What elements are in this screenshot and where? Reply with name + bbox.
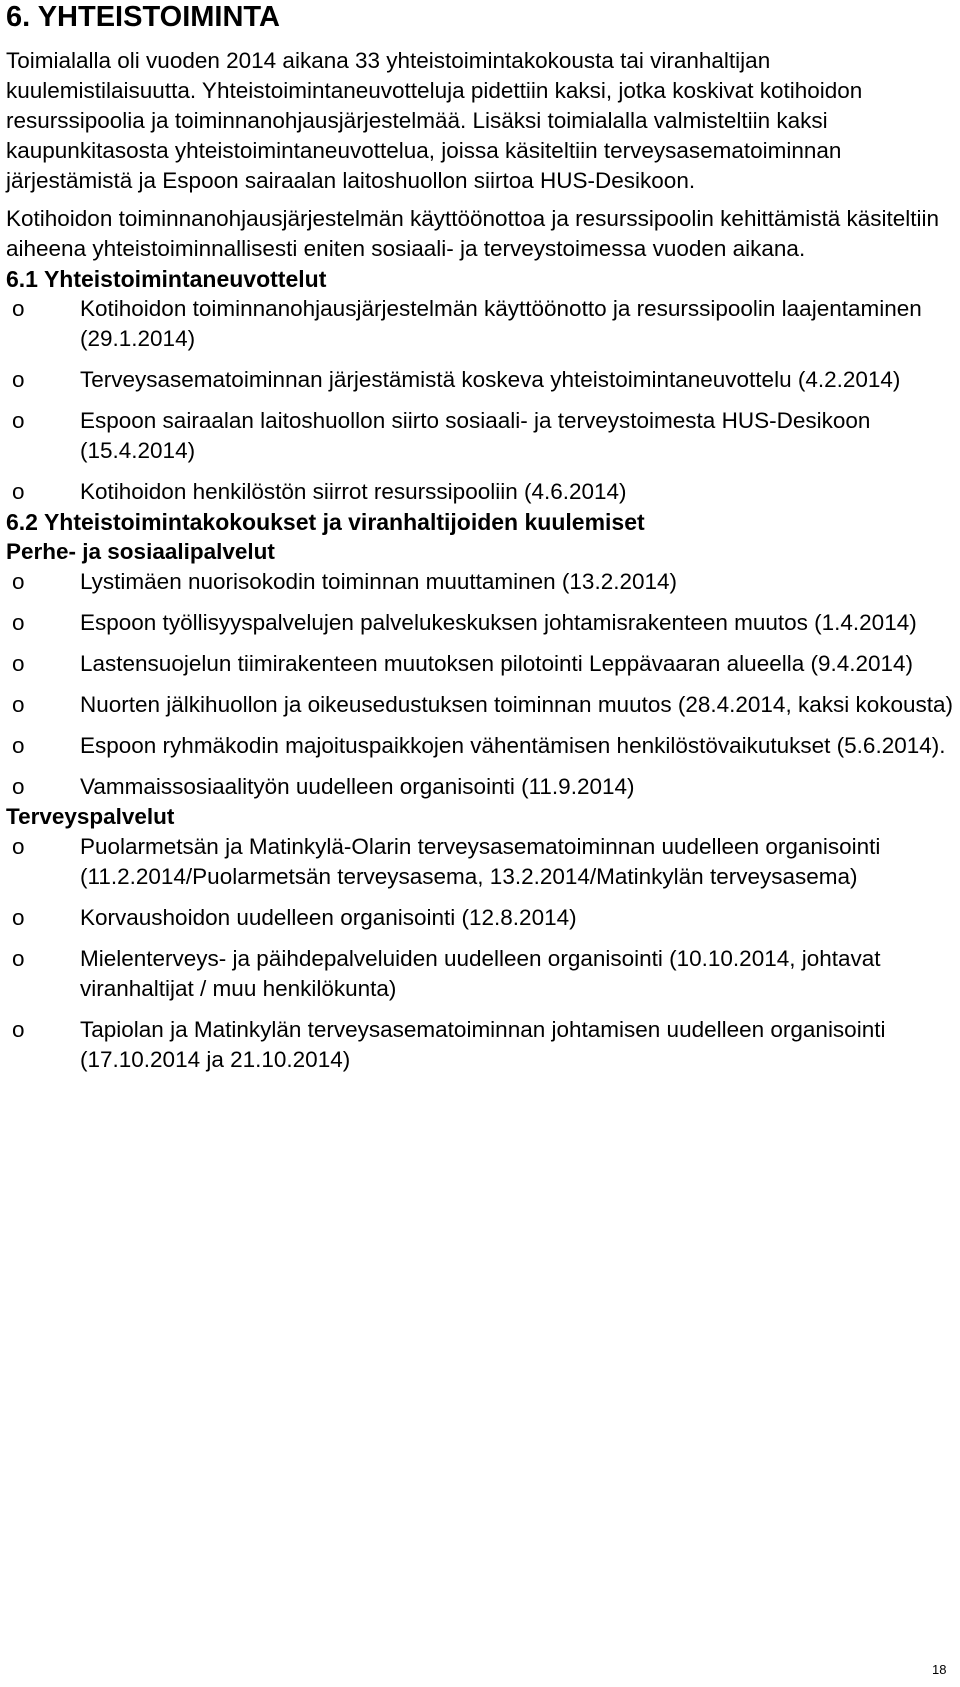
intro-paragraph-1: Toimialalla oli vuoden 2014 aikana 33 yhteistoimintakokousta tai viranhaltijan kuulemistilaisuutta. Yhteistoimintaneuvotteluja pidettiin kaksi, jotka koskivat kotihoidon resurssipoolia ja toiminnanohjausjärjestelmää. Lisäksi toimialalla valmisteltiin kaksi kaupunkitasosta yhteistoimintaneuvottelua, joissa käsiteltiin terveysasematoiminnan järjestämistä ja Espoon sairaalan laitoshuollon siirtoa HUS-Desikoon. — [6, 48, 863, 193]
bullet-marker: o — [12, 905, 25, 930]
list-item — [6, 406, 956, 466]
list-item-text: Korvaushoidon uudelleen organisointi (12.8.2014) — [80, 905, 577, 930]
section-6-2-heading: 6.2 Yhteistoimintakokoukset ja viranhaltijoiden kuulemiset — [6, 509, 645, 535]
bullet-marker: o — [12, 733, 25, 758]
page-number: 18 — [932, 1662, 947, 1677]
list-item-text: Terveysasematoiminnan järjestämistä koskeva yhteistoimintaneuvottelu (4.2.2014) — [80, 367, 901, 392]
list-item — [6, 731, 956, 761]
list-item — [6, 567, 956, 597]
list-item — [6, 294, 956, 354]
list-item-text: Lystimäen nuorisokodin toiminnan muuttaminen (13.2.2014) — [80, 569, 678, 594]
family-social-services-list — [6, 567, 956, 802]
bullet-marker: o — [12, 834, 25, 859]
health-services-heading: Terveyspalvelut — [6, 804, 175, 829]
health-services-list — [6, 832, 956, 1075]
list-item-text: Tapiolan ja Matinkylän terveysasematoiminnan johtamisen uudelleen organisointi (17.10.2014 ja 21.10.2014) — [80, 1017, 886, 1072]
list-item-text: Kotihoidon toiminnanohjausjärjestelmän käyttöönotto ja resurssipoolin laajentaminen (29.1.2014) — [80, 296, 922, 351]
list-item-text: Lastensuojelun tiimirakenteen muutoksen pilotointi Leppävaaran alueella (9.4.2014) — [80, 651, 914, 676]
list-item — [6, 903, 956, 933]
list-item — [6, 832, 956, 892]
list-item — [6, 944, 956, 1004]
list-item-text: Kotihoidon henkilöstön siirrot resurssipooliin (4.6.2014) — [80, 479, 627, 504]
bullet-marker: o — [12, 367, 25, 392]
list-item — [6, 690, 956, 720]
bullet-marker: o — [12, 1017, 25, 1042]
list-item — [6, 477, 956, 507]
bullet-marker: o — [12, 296, 25, 321]
section-6-1-heading: 6.1 Yhteistoimintaneuvottelut — [6, 266, 327, 292]
bullet-marker: o — [12, 946, 25, 971]
bullet-marker: o — [12, 408, 25, 433]
bullet-marker: o — [12, 569, 25, 594]
family-social-services-heading: Perhe- ja sosiaalipalvelut — [6, 539, 275, 564]
list-item-text: Espoon sairaalan laitoshuollon siirto sosiaali- ja terveystoimesta HUS-Desikoon (15.4.2014) — [80, 408, 871, 463]
bullet-marker: o — [12, 651, 25, 676]
intro-paragraph-2: Kotihoidon toiminnanohjausjärjestelmän käyttöönottoa ja resurssipoolin kehittämistä käsiteltiin aiheena yhteistoiminnallisesti eniten sosiaali- ja terveystoimessa vuoden aikana. — [6, 206, 940, 261]
list-item — [6, 608, 956, 638]
chapter-heading: 6. YHTEISTOIMINTA — [6, 1, 280, 33]
bullet-marker: o — [12, 692, 25, 717]
list-item-text: Nuorten jälkihuollon ja oikeusedustuksen toiminnan muutos (28.4.2014, kaksi kokousta) — [80, 692, 954, 717]
page-content — [6, 0, 956, 1075]
negotiations-list — [6, 294, 956, 507]
list-item-text: Mielenterveys- ja päihdepalveluiden uudelleen organisointi (10.10.2014, johtavat viranhaltijat / muu henkilökunta) — [80, 946, 881, 1001]
list-item — [6, 649, 956, 679]
list-item — [6, 365, 956, 395]
list-item — [6, 1015, 956, 1075]
bullet-marker: o — [12, 610, 25, 635]
bullet-marker: o — [12, 479, 25, 504]
list-item — [6, 772, 956, 802]
list-item-text: Espoon työllisyyspalvelujen palvelukeskuksen johtamisrakenteen muutos (1.4.2014) — [80, 610, 917, 635]
list-item-text: Espoon ryhmäkodin majoituspaikkojen vähentämisen henkilöstövaikutukset (5.6.2014). — [80, 733, 946, 758]
list-item-text: Puolarmetsän ja Matinkylä-Olarin terveysasematoiminnan uudelleen organisointi (11.2.2014/Puolarmetsän terveysasema, 13.2.2014/Matinkylän terveysasema) — [80, 834, 881, 889]
list-item-text: Vammaissosiaalityön uudelleen organisointi (11.9.2014) — [80, 774, 635, 799]
bullet-marker: o — [12, 774, 25, 799]
